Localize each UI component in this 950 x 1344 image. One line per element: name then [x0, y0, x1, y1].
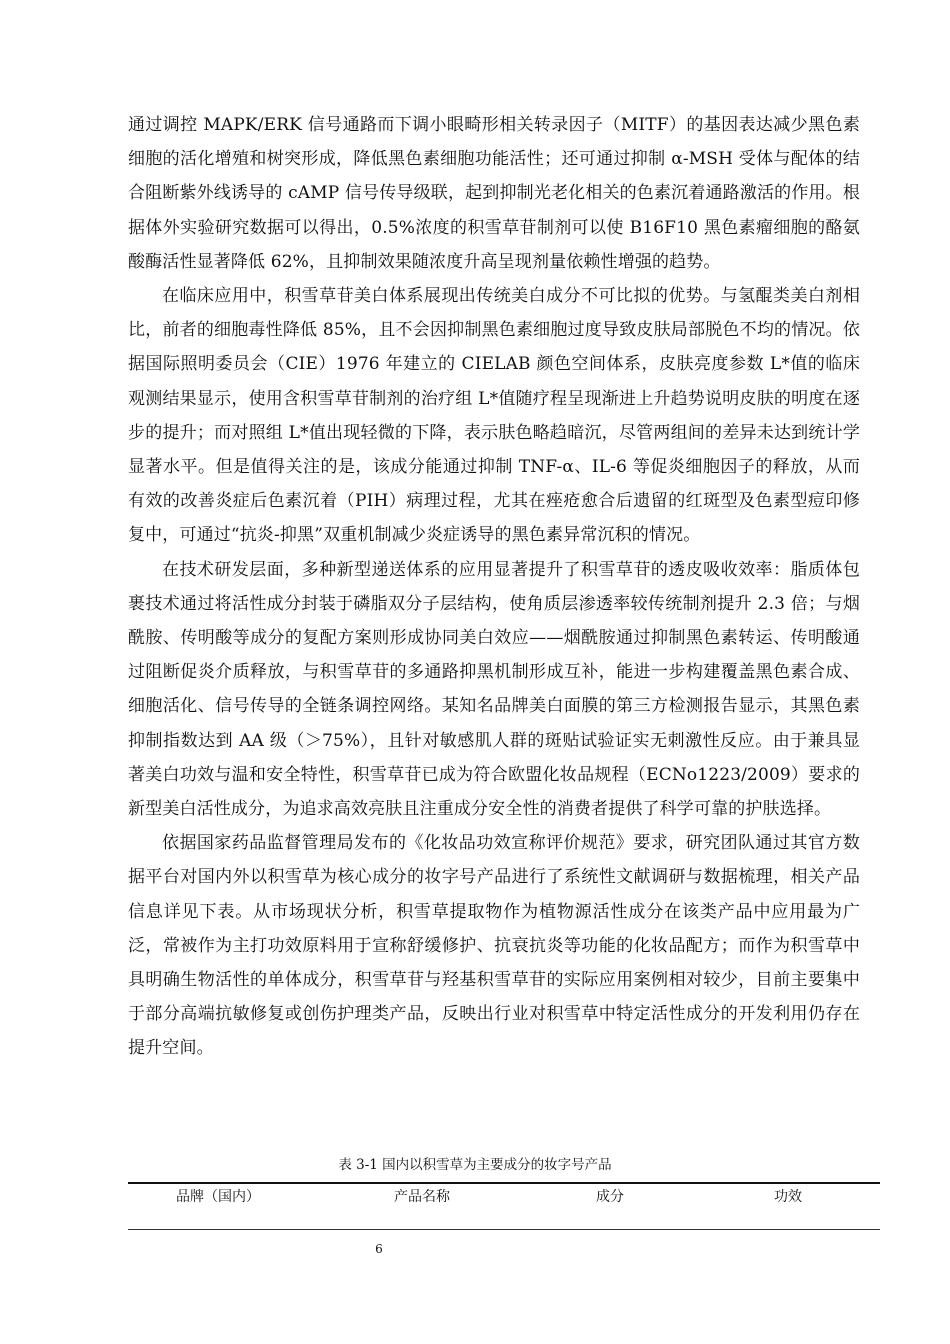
body-text [128, 108, 860, 1066]
table-header-rule [128, 1229, 880, 1230]
table-header-product-name: 产品名称 [394, 1189, 450, 1205]
table-top-rule [128, 1182, 880, 1184]
paragraph-mitf-mechanism: 通过调控 MAPK/ERK 信号通路而下调小眼畸形相关转录因子（MITF）的基因表达减少黑色素细胞的活化增殖和树突形成，降低黑色素细胞功能活性；还可通过抑制 α-MSH 受体与配体的结合阻断紫外线诱导的 cAMP 信号传导级联，起到抑制光老化相关的色素沉着通路激活的作用。根据体外实验研究数据可以得出，0.5%浓度的积雪草苷制剂可以使 B16F10 黑色素瘤细胞的酪氨酸酶活性显著降低 62%，且抑制效果随浓度升高呈现剂量依赖性增强的趋势。 [128, 115, 860, 272]
page-number: 6 [375, 1242, 383, 1256]
table-header-effect: 功效 [774, 1189, 802, 1205]
table-header-brand: 品牌（国内） [176, 1189, 260, 1205]
table-caption: 表 3-1 国内以积雪草为主要成分的妆字号产品 [338, 1157, 612, 1173]
product-table [128, 1182, 880, 1231]
paragraph-clinical-application: 在临床应用中，积雪草苷美白体系展现出传统美白成分不可比拟的优势。与氢醌类美白剂相比，前者的细胞毒性降低 85%，且不会因抑制黑色素细胞过度导致皮肤局部脱色不均的情况。依据国际照明委员会（CIE）1976 年建立的 CIELAB 颜色空间体系，皮肤亮度参数 L*值的临床观测结果显示，使用含积雪草苷制剂的治疗组 L*值随疗程呈现渐进上升趋势说明皮肤的明度在逐步的提升；而对照组 L*值出现轻微的下降，表示肤色略趋暗沉，尽管两组间的差异未达到统计学显著水平。但是值得关注的是，该成分能通过抑制 TNF-α、IL-6 等促炎细胞因子的释放，从而有效的改善炎症后色素沉着（PIH）病理过程，尤其在痤疮愈合后遗留的红斑型及色素型痘印修复中，可通过“抗炎-抑黑”双重机制减少炎症诱导的黑色素异常沉积的情况。 [128, 286, 860, 546]
paragraph-delivery-systems: 在技术研发层面，多种新型递送体系的应用显著提升了积雪草苷的透皮吸收效率：脂质体包裹技术通过将活性成分封装于磷脂双分子层结构，使角质层渗透率较传统制剂提升 2.3 倍；与烟酰胺、传明酸等成分的复配方案则形成协同美白效应——烟酰胺通过抑制黑色素转运、传明酸通过阻断促炎介质释放，与积雪草苷的多通路抑黑机制形成互补，能进一步构建覆盖黑色素合成、细胞活化、信号传导的全链条调控网络。某知名品牌美白面膜的第三方检测报告显示，其黑色素抑制指数达到 AA 级（＞75%），且针对敏感肌人群的斑贴试验证实无刺激性反应。由于兼具显著美白功效与温和安全特性，积雪草苷已成为符合欧盟化妆品规程（ECNo1223/2009）要求的新型美白活性成分，为追求高效亮肤且注重成分安全性的消费者提供了科学可靠的护肤选择。 [128, 559, 860, 820]
table-header-ingredient: 成分 [596, 1189, 624, 1205]
paragraph-market-analysis: 依据国家药品监督管理局发布的《化妆品功效宣称评价规范》要求，研究团队通过其官方数据平台对国内外以积雪草为核心成分的妆字号产品进行了系统性文献调研与数据梳理，相关产品信息详见下表。从市场现状分析，积雪草提取物作为植物源活性成分在该类产品中应用最为广泛，常被作为主打功效原料用于宣称舒缓修护、抗衰抗炎等功能的化妆品配方；而作为积雪草中具明确生物活性的单体成分，积雪草苷与羟基积雪草苷的实际应用案例相对较少，目前主要集中于部分高端抗敏修复或创伤护理类产品，反映出行业对积雪草中特定活性成分的开发利用仍存在提升空间。 [128, 833, 860, 1059]
